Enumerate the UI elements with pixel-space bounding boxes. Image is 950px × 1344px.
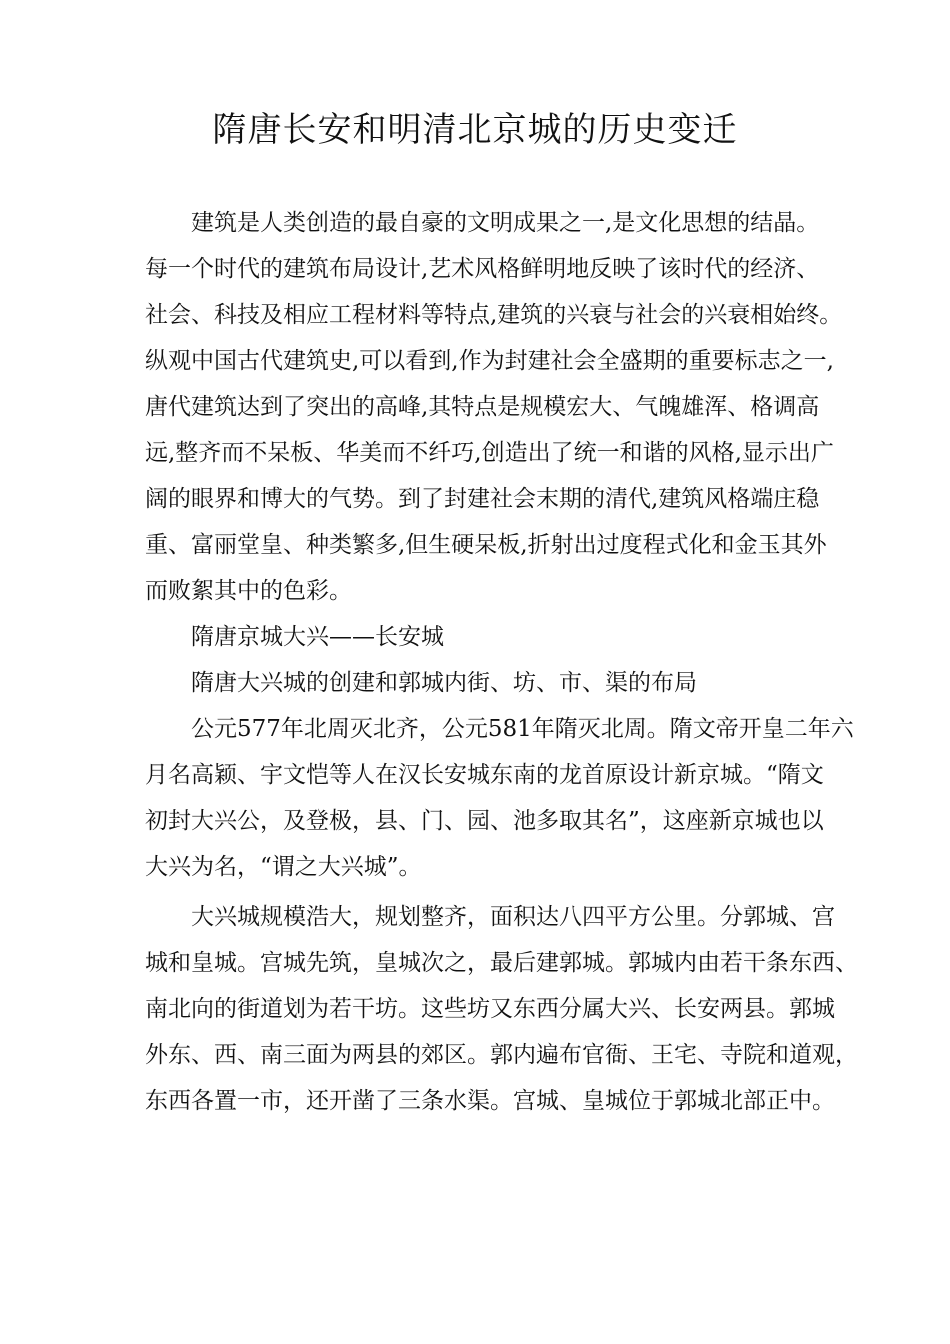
paragraph-line: 大兴城规模浩大，规划整齐，面积达八四平方公里。分郭城、宫 — [191, 904, 835, 930]
paragraph-line: 建筑是人类创造的最自豪的文明成果之一,是文化思想的结晶。 — [191, 210, 820, 236]
subsection-heading: 隋唐大兴城的创建和郭城内街、坊、市、渠的布局 — [191, 670, 697, 696]
paragraph-line: 城和皇城。宫城先筑，皇城次之，最后建郭城。郭城内由若干条东西、 — [145, 950, 858, 976]
paragraph-line: 而败絮其中的色彩。 — [145, 578, 352, 604]
paragraph-line: 纵观中国古代建筑史,可以看到,作为封建社会全盛期的重要标志之一, — [145, 348, 834, 374]
paragraph-line: 公元577年北周灭北齐，公元581年隋灭北周。隋文帝开皇二年六 — [191, 716, 854, 742]
paragraph-line: 大兴为名，“谓之大兴城”。 — [145, 854, 422, 880]
paragraph-line: 阔的眼界和博大的气势。到了封建社会末期的清代,建筑风格端庄稳 — [145, 486, 820, 512]
paragraph-line: 唐代建筑达到了突出的高峰,其特点是规模宏大、气魄雄浑、格调高 — [145, 394, 820, 420]
paragraph-line: 社会、科技及相应工程材料等特点,建筑的兴衰与社会的兴衰相始终。 — [145, 302, 843, 328]
paragraph-line: 每一个时代的建筑布局设计,艺术风格鲜明地反映了该时代的经济、 — [145, 256, 820, 282]
section-heading: 隋唐京城大兴——长安城 — [191, 624, 444, 650]
paragraph-line: 东西各置一市，还开凿了三条水渠。宫城、皇城位于郭城北部正中。 — [145, 1088, 835, 1114]
document-body — [145, 200, 858, 1124]
paragraph-line: 重、富丽堂皇、种类繁多,但生硬呆板,折射出过度程式化和金玉其外 — [145, 532, 827, 558]
document-title: 隋唐长安和明清北京城的历史变迁 — [212, 110, 738, 150]
paragraph-line: 初封大兴公，及登极，县、门、园、池多取其名”，这座新京城也以 — [145, 808, 824, 834]
paragraph-line: 月名高颖、宇文恺等人在汉长安城东南的龙首原设计新京城。“隋文 — [145, 762, 824, 788]
paragraph-line: 南北向的街道划为若干坊。这些坊又东西分属大兴、长安两县。郭城 — [145, 996, 835, 1022]
paragraph-line: 远,整齐而不呆板、华美而不纤巧,创造出了统一和谐的风格,显示出广 — [145, 440, 834, 466]
paragraph-line: 外东、西、南三面为两县的郊区。郭内遍布官衙、王宅、寺院和道观， — [145, 1042, 858, 1068]
